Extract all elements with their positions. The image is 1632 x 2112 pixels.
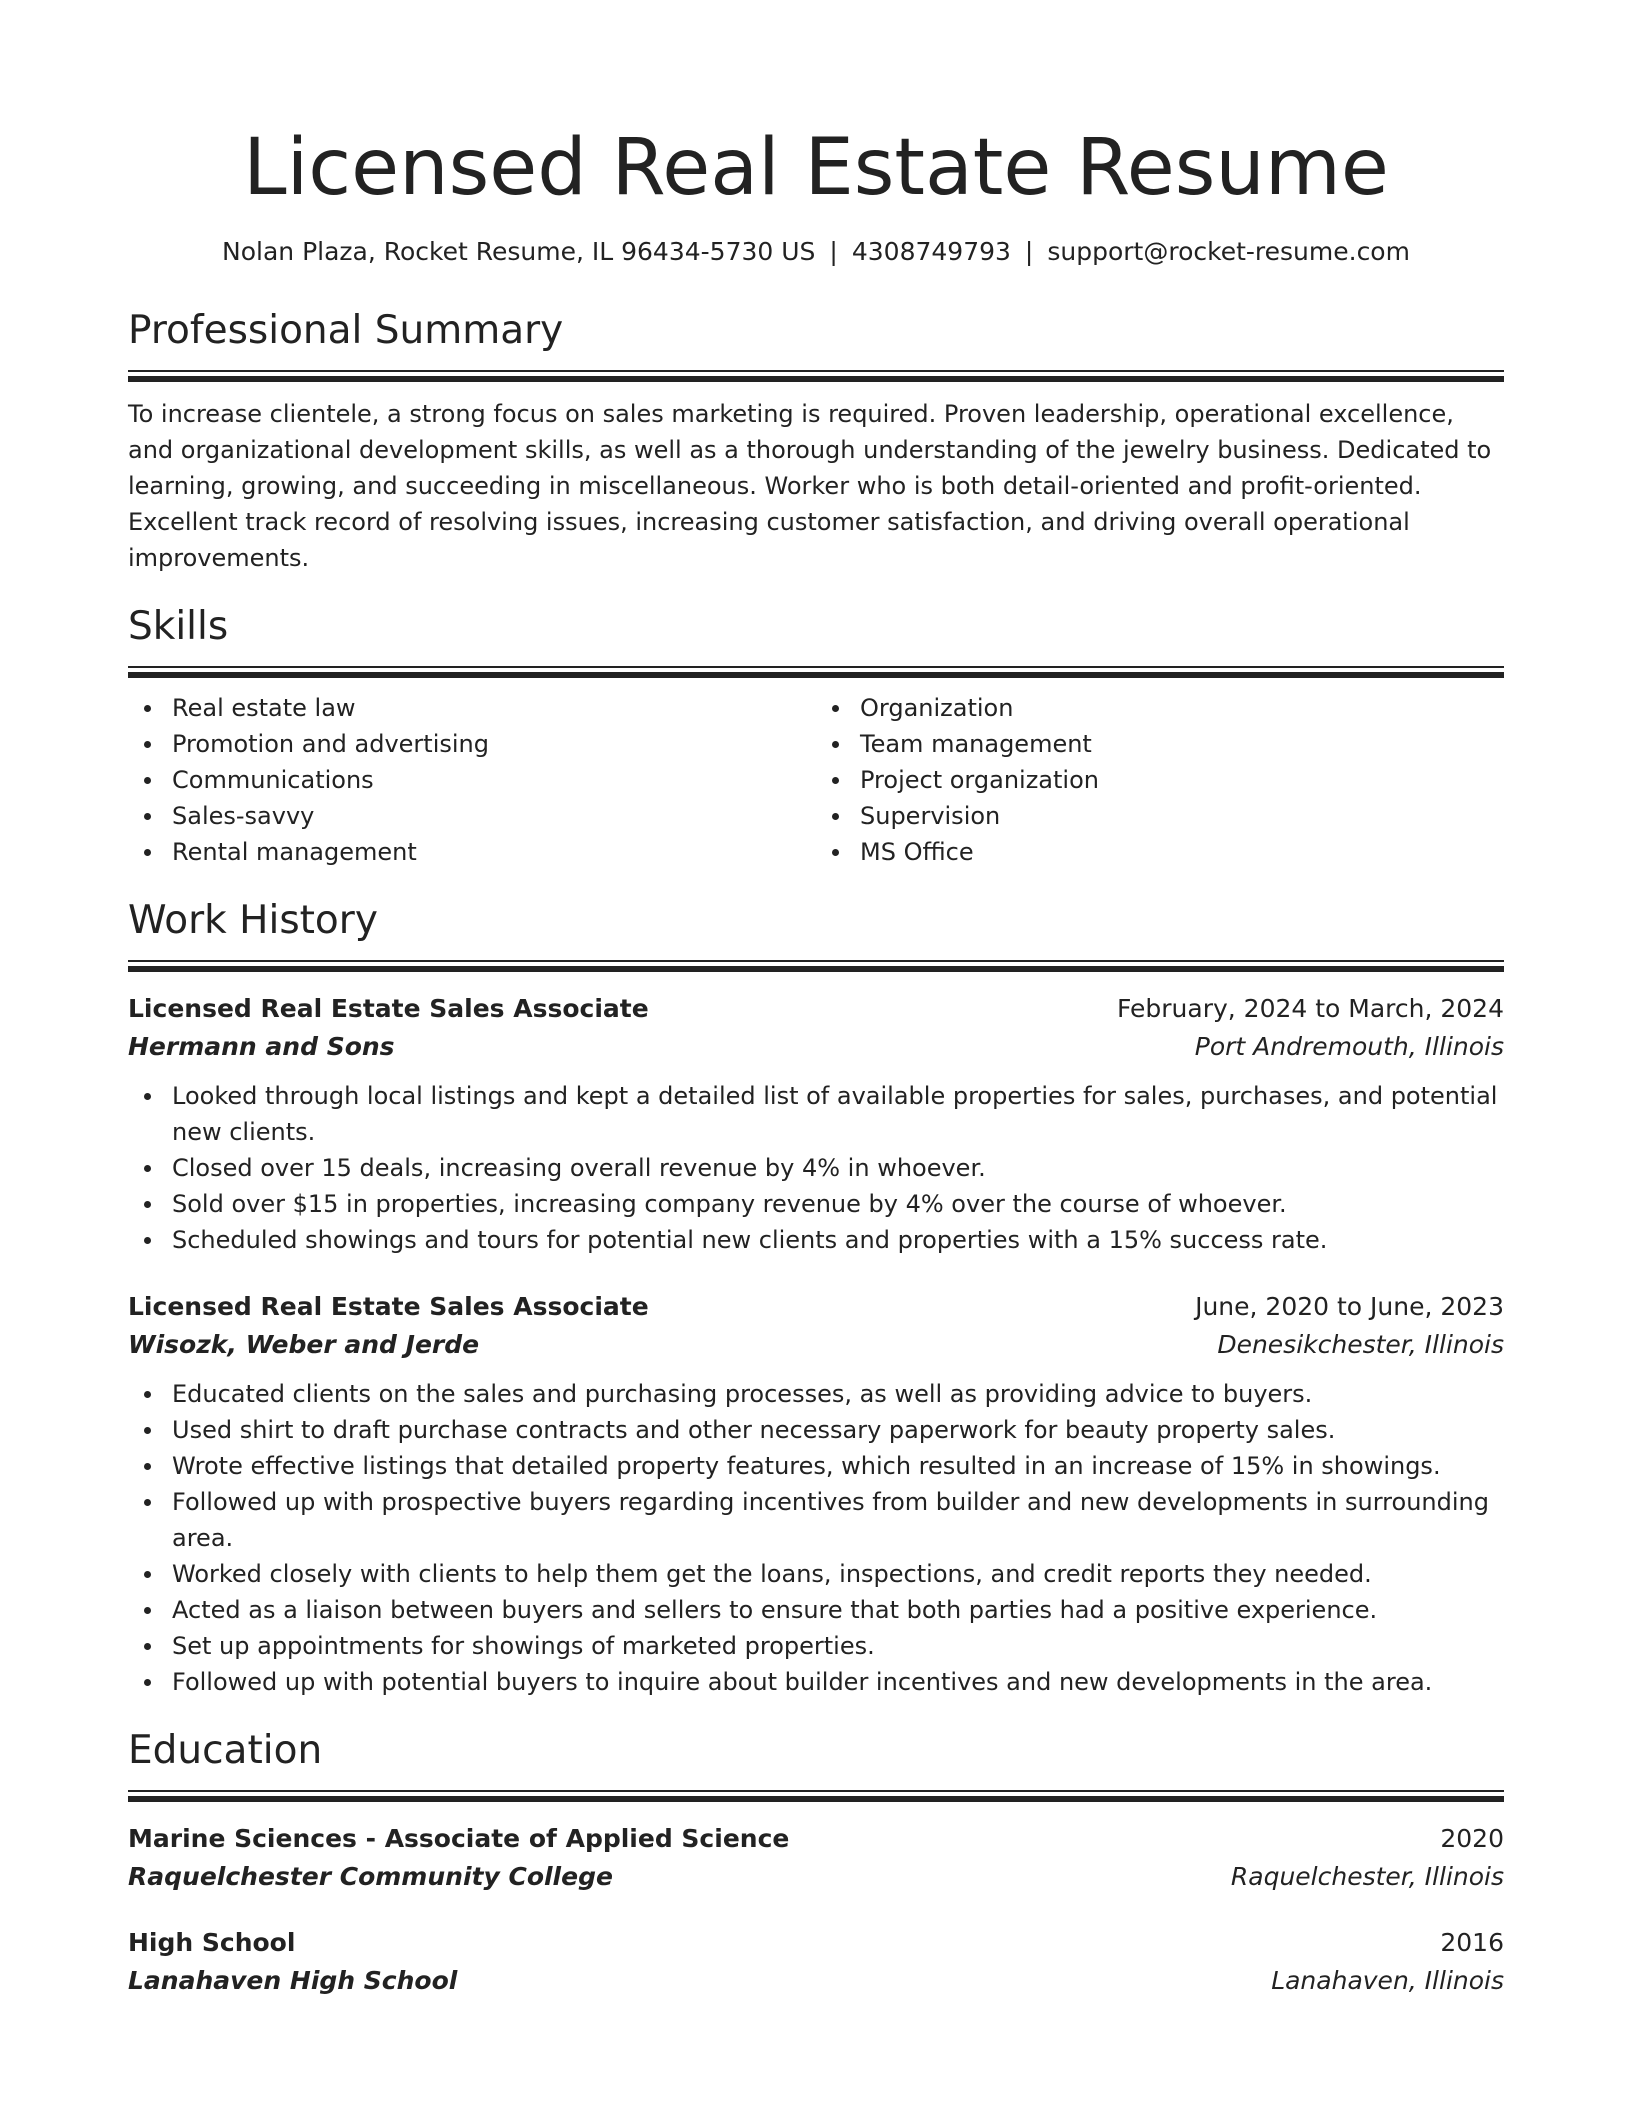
job-subheader	[128, 1028, 1504, 1066]
job-bullet: Educated clients on the sales and purchasing processes, as well as providing advice to buyers.	[128, 1376, 1504, 1412]
job-dates: February, 2024 to March, 2024	[1116, 994, 1504, 1023]
contact-phone: 4308749793	[851, 237, 1011, 266]
skills-heading: Skills	[128, 604, 229, 649]
work-section	[128, 896, 1504, 1700]
summary-section	[128, 306, 1504, 576]
skills-columns	[128, 690, 1504, 870]
skills-section	[128, 602, 1504, 870]
contact-separator: |	[829, 237, 838, 266]
skill-item: MS Office	[816, 834, 1504, 870]
job-header	[128, 1288, 1504, 1326]
skill-item: Organization	[816, 690, 1504, 726]
skill-item: Communications	[128, 762, 816, 798]
job-bullet: Sold over $15 in properties, increasing company revenue by 4% over the course of whoever.	[128, 1186, 1504, 1222]
skill-item: Sales-savvy	[128, 798, 816, 834]
education-location: Lanahaven, Illinois	[1271, 1966, 1504, 1995]
job-bullet: Followed up with prospective buyers regarding incentives from builder and new developments in surrounding area.	[128, 1484, 1504, 1556]
job-bullets	[128, 1376, 1504, 1700]
skill-item: Real estate law	[128, 690, 816, 726]
education-degree: Marine Sciences - Associate of Applied Science	[128, 1824, 790, 1853]
education-location: Raquelchester, Illinois	[1230, 1862, 1504, 1891]
section-divider	[128, 960, 1504, 972]
job-header	[128, 990, 1504, 1028]
education-year: 2016	[1440, 1928, 1504, 1957]
summary-heading: Professional Summary	[128, 308, 564, 353]
job-bullets	[128, 1078, 1504, 1258]
job-dates: June, 2020 to June, 2023	[1195, 1292, 1504, 1321]
job-bullet: Set up appointments for showings of marketed properties.	[128, 1628, 1504, 1664]
skill-item: Supervision	[816, 798, 1504, 834]
job-bullet: Acted as a liaison between buyers and sellers to ensure that both parties had a positive experience.	[128, 1592, 1504, 1628]
contact-address: Nolan Plaza, Rocket Resume, IL 96434-5730 US	[222, 237, 816, 266]
skill-item: Promotion and advertising	[128, 726, 816, 762]
education-header	[128, 1820, 1504, 1858]
education-subheader	[128, 1858, 1504, 1896]
contact-email[interactable]: support@rocket-resume.com	[1047, 237, 1410, 266]
job-bullet: Wrote effective listings that detailed property features, which resulted in an increase of 15% in showings.	[128, 1448, 1504, 1484]
education-year: 2020	[1440, 1824, 1504, 1853]
job-bullet: Scheduled showings and tours for potential new clients and properties with a 15% success rate.	[128, 1222, 1504, 1258]
education-school: Raquelchester Community College	[128, 1862, 613, 1891]
skill-item: Rental management	[128, 834, 816, 870]
job-title: Licensed Real Estate Sales Associate	[128, 1292, 649, 1321]
education-school: Lanahaven High School	[128, 1966, 458, 1995]
job-bullet: Worked closely with clients to help them get the loans, inspections, and credit reports they needed.	[128, 1556, 1504, 1592]
skill-item: Project organization	[816, 762, 1504, 798]
job-subheader	[128, 1326, 1504, 1364]
job-location: Port Andremouth, Illinois	[1194, 1032, 1504, 1061]
education-heading: Education	[128, 1728, 323, 1773]
skills-list-left	[128, 690, 816, 870]
summary-text: To increase clientele, a strong focus on sales marketing is required. Proven leadership, operational excellence, and organizational development skills, as well as a thorough understanding of the jewelry business. Dedicated to learning, growing, and succeeding in miscellaneous. Worker who is both detail-oriented and profit-oriented. Excellent track record of resolving issues, increasing customer satisfaction, and driving overall operational improvements.	[128, 400, 1492, 572]
job-company: Wisozk, Weber and Jerde	[128, 1330, 480, 1359]
work-heading: Work History	[128, 898, 378, 943]
section-divider	[128, 666, 1504, 678]
education-degree: High School	[128, 1928, 296, 1957]
job-location: Denesikchester, Illinois	[1217, 1330, 1504, 1359]
contact-line	[128, 234, 1504, 270]
job-company: Hermann and Sons	[128, 1032, 395, 1061]
education-subheader	[128, 1962, 1504, 2000]
skill-item: Team management	[816, 726, 1504, 762]
job-bullet: Followed up with potential buyers to inquire about builder incentives and new developments in the area.	[128, 1664, 1504, 1700]
job-entry	[128, 990, 1504, 1258]
contact-separator: |	[1024, 237, 1034, 266]
education-section	[128, 1726, 1504, 2000]
job-title: Licensed Real Estate Sales Associate	[128, 994, 649, 1023]
job-bullet: Looked through local listings and kept a detailed list of available properties for sales, purchases, and potential new clients.	[128, 1078, 1504, 1150]
job-entry	[128, 1288, 1504, 1700]
job-bullet: Closed over 15 deals, increasing overall revenue by 4% in whoever.	[128, 1150, 1504, 1186]
job-bullet: Used shirt to draft purchase contracts and other necessary paperwork for beauty property sales.	[128, 1412, 1504, 1448]
section-divider	[128, 370, 1504, 382]
section-divider	[128, 1790, 1504, 1802]
education-header	[128, 1924, 1504, 1962]
education-entry	[128, 1820, 1504, 1896]
skills-list-right	[816, 690, 1504, 870]
education-entry	[128, 1924, 1504, 2000]
resume-title: Licensed Real Estate Resume	[243, 123, 1389, 213]
